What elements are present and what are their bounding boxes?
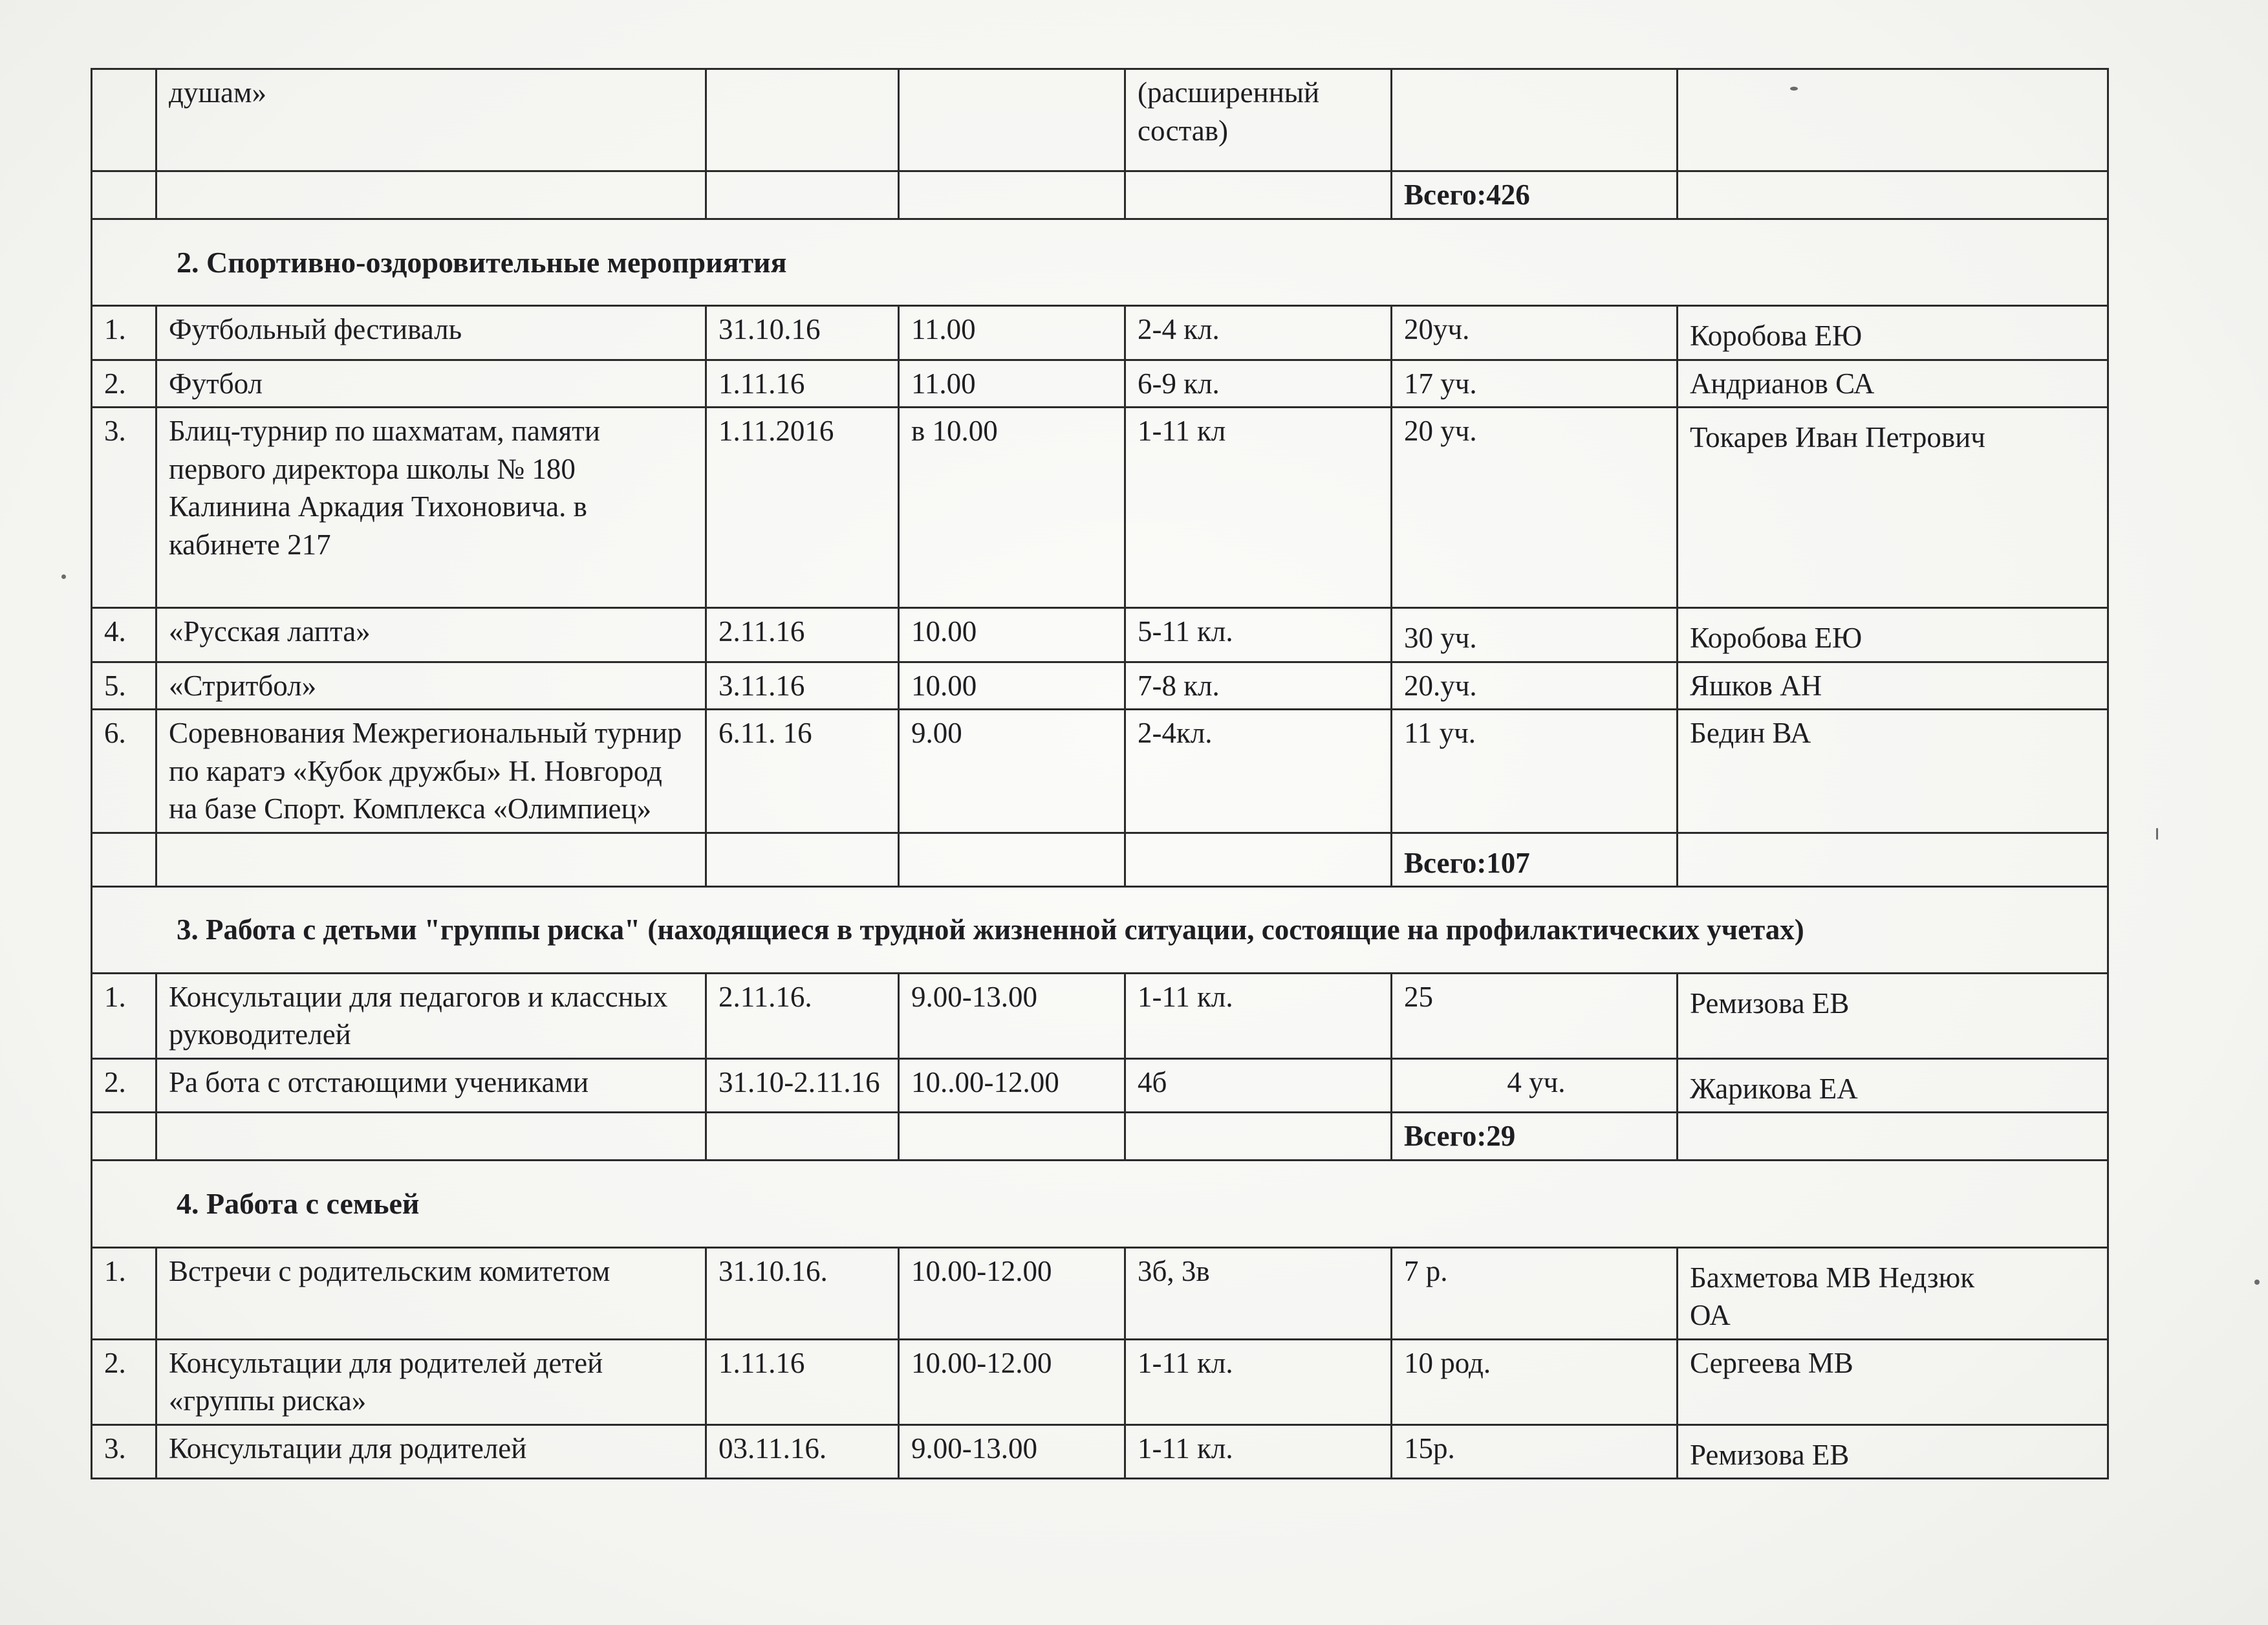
cell-time: 11.00 bbox=[899, 306, 1125, 360]
cell-time: 10.00-12.00 bbox=[899, 1339, 1125, 1424]
cell-responsible: Бахметова МВ Недзюк ОА bbox=[1678, 1247, 2108, 1339]
cell-time: 9.00-13.00 bbox=[899, 973, 1125, 1058]
cell-event: Консультации для родителей bbox=[157, 1424, 706, 1479]
cell-time: 10.00-12.00 bbox=[899, 1247, 1125, 1339]
cell-class: 1-11 кл. bbox=[1125, 1424, 1392, 1479]
cell-date: 2.11.16. bbox=[706, 973, 899, 1058]
cell-num: 2. bbox=[92, 1339, 157, 1424]
cell-time bbox=[899, 69, 1125, 171]
section-header bbox=[92, 887, 2108, 974]
cell-date: 6.11. 16 bbox=[706, 710, 899, 833]
table-row bbox=[92, 710, 2108, 833]
cell-num bbox=[92, 69, 157, 171]
table-row bbox=[92, 608, 2108, 662]
cell-event: душам» bbox=[157, 69, 706, 171]
cell-class: 2-4кл. bbox=[1125, 710, 1392, 833]
cell-class: 4б bbox=[1125, 1058, 1392, 1113]
cell-responsible: Андрианов СА bbox=[1678, 360, 2108, 408]
table-row bbox=[92, 1058, 2108, 1113]
scan-speck bbox=[2156, 828, 2158, 840]
cell-class: 1-11 кл. bbox=[1125, 973, 1392, 1058]
section-title: 4. Работа с семьей bbox=[92, 1160, 2108, 1247]
cell-num: 3. bbox=[92, 408, 157, 608]
cell-count: 17 уч. bbox=[1392, 360, 1678, 408]
cell-event: Футбол bbox=[157, 360, 706, 408]
section-header bbox=[92, 1160, 2108, 1247]
cell-num: 1. bbox=[92, 1247, 157, 1339]
table-row bbox=[92, 1339, 2108, 1424]
cell-time: в 10.00 bbox=[899, 408, 1125, 608]
cell-date: 31.10.16 bbox=[706, 306, 899, 360]
cell-count bbox=[1392, 69, 1678, 171]
cell-num: 1. bbox=[92, 306, 157, 360]
cell-count: 7 р. bbox=[1392, 1247, 1678, 1339]
cell-responsible bbox=[1678, 69, 2108, 171]
cell-num: 2. bbox=[92, 1058, 157, 1113]
section-header bbox=[92, 219, 2108, 306]
cell-time: 9.00 bbox=[899, 710, 1125, 833]
cell-count: 4 уч. bbox=[1392, 1058, 1678, 1113]
cell-class: 2-4 кл. bbox=[1125, 306, 1392, 360]
cell-responsible: Коробова ЕЮ bbox=[1678, 306, 2108, 360]
cell-class: 5-11 кл. bbox=[1125, 608, 1392, 662]
cell-num: 1. bbox=[92, 973, 157, 1058]
cell-responsible: Бедин ВА bbox=[1678, 710, 2108, 833]
cell-event: «Стритбол» bbox=[157, 662, 706, 710]
total-value: Всего:107 bbox=[1392, 833, 1678, 887]
cell-count: 10 род. bbox=[1392, 1339, 1678, 1424]
cell-time: 10..00-12.00 bbox=[899, 1058, 1125, 1113]
cell-count: 25 bbox=[1392, 973, 1678, 1058]
cell-time: 10.00 bbox=[899, 662, 1125, 710]
cell-num: 3. bbox=[92, 1424, 157, 1479]
table-row bbox=[92, 1247, 2108, 1339]
cell-date: 31.10-2.11.16 bbox=[706, 1058, 899, 1113]
cell-event: Блиц-турнир по шахматам, памяти первого директора школы № 180 Калинина Аркадия Тихоновича. в кабинете 217 bbox=[157, 408, 706, 608]
cell-event: Консультации для педагогов и классных руководителей bbox=[157, 973, 706, 1058]
cell-class: 1-11 кл. bbox=[1125, 1339, 1392, 1424]
total-row bbox=[92, 171, 2108, 219]
section-title: 3. Работа с детьми "группы риска" (находящиеся в трудной жизненной ситуации, состоящие на профилактических учетах) bbox=[92, 887, 2108, 974]
cell-date: 1.11.16 bbox=[706, 360, 899, 408]
cell-date: 1.11.16 bbox=[706, 1339, 899, 1424]
cell-count: 20 уч. bbox=[1392, 408, 1678, 608]
cell-event: Футбольный фестиваль bbox=[157, 306, 706, 360]
cell-count: 11 уч. bbox=[1392, 710, 1678, 833]
cell-responsible: Ремизова ЕВ bbox=[1678, 1424, 2108, 1479]
cell-responsible: Ремизова ЕВ bbox=[1678, 973, 2108, 1058]
table-row bbox=[92, 306, 2108, 360]
cell-time: 10.00 bbox=[899, 608, 1125, 662]
total-row bbox=[92, 833, 2108, 887]
table-row bbox=[92, 360, 2108, 408]
table-row bbox=[92, 408, 2108, 608]
cell-count: 15р. bbox=[1392, 1424, 1678, 1479]
cell-event: Встречи с родительским комитетом bbox=[157, 1247, 706, 1339]
cell-class: 3б, 3в bbox=[1125, 1247, 1392, 1339]
cell-time: 11.00 bbox=[899, 360, 1125, 408]
cell-count: 20уч. bbox=[1392, 306, 1678, 360]
table-row bbox=[92, 662, 2108, 710]
table-row bbox=[92, 973, 2108, 1058]
cell-date: 1.11.2016 bbox=[706, 408, 899, 608]
cell-date: 03.11.16. bbox=[706, 1424, 899, 1479]
cell-time: 9.00-13.00 bbox=[899, 1424, 1125, 1479]
cell-count: 30 уч. bbox=[1392, 608, 1678, 662]
section-title: 2. Спортивно-оздоровительные мероприятия bbox=[92, 219, 2108, 306]
cell-class: (расширенный состав) bbox=[1125, 69, 1392, 171]
cell-class: 1-11 кл bbox=[1125, 408, 1392, 608]
cell-responsible: Коробова ЕЮ bbox=[1678, 608, 2108, 662]
cell-num: 4. bbox=[92, 608, 157, 662]
cell-responsible: Жарикова ЕА bbox=[1678, 1058, 2108, 1113]
cell-responsible: Токарев Иван Петрович bbox=[1678, 408, 2108, 608]
total-value: Всего:29 bbox=[1392, 1113, 1678, 1161]
cell-event: Ра бота с отстающими учениками bbox=[157, 1058, 706, 1113]
cell-class: 6-9 кл. bbox=[1125, 360, 1392, 408]
cell-event: Соревнования Межрегиональный турнир по каратэ «Кубок дружбы» Н. Новгород на базе Спорт. Комплекса «Олимпиец» bbox=[157, 710, 706, 833]
table-row bbox=[92, 69, 2108, 171]
cell-num: 6. bbox=[92, 710, 157, 833]
cell-date bbox=[706, 69, 899, 171]
cell-num: 5. bbox=[92, 662, 157, 710]
cell-event: Консультации для родителей детей «группы риска» bbox=[157, 1339, 706, 1424]
table-row bbox=[92, 1424, 2108, 1479]
total-row bbox=[92, 1113, 2108, 1161]
cell-date: 31.10.16. bbox=[706, 1247, 899, 1339]
cell-event: «Русская лапта» bbox=[157, 608, 706, 662]
cell-count: 20.уч. bbox=[1392, 662, 1678, 710]
cell-responsible: Сергеева МВ bbox=[1678, 1339, 2108, 1424]
scan-speck bbox=[2254, 1280, 2260, 1285]
cell-date: 3.11.16 bbox=[706, 662, 899, 710]
plan-table bbox=[91, 68, 2109, 1479]
cell-date: 2.11.16 bbox=[706, 608, 899, 662]
cell-num: 2. bbox=[92, 360, 157, 408]
cell-class: 7-8 кл. bbox=[1125, 662, 1392, 710]
total-value: Всего:426 bbox=[1392, 171, 1678, 219]
scan-speck bbox=[61, 574, 66, 579]
cell-responsible: Яшков АН bbox=[1678, 662, 2108, 710]
